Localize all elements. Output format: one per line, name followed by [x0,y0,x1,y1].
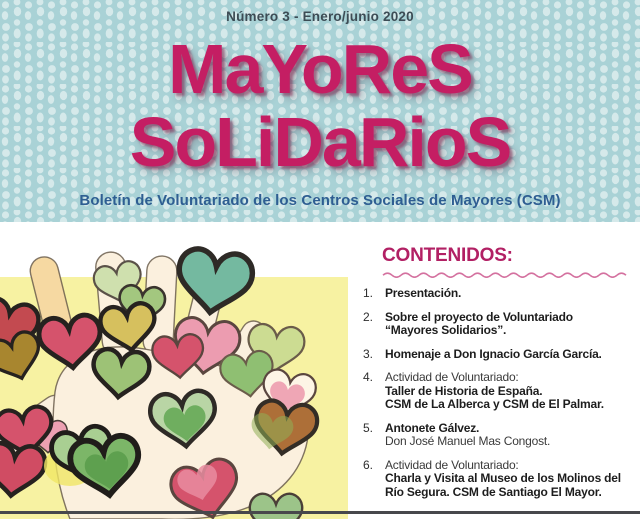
toc-item-line: Presentación. [385,286,462,300]
toc-item-number: 6. [363,457,374,472]
toc-item [363,311,635,338]
toc-item-line: Río Segura. CSM de Santiago El Mayor. [385,484,602,499]
toc-item-line: Don José Manuel Mas Congost. [385,434,551,448]
bottom-divider-line [0,511,640,514]
contents-list [363,287,635,499]
masthead-banner [0,0,640,222]
toc-item-line: CSM de La Alberca y CSM de El Palmar. [385,397,604,411]
toc-item-number: 3. [363,346,374,361]
contents-heading: CONTENIDOS: [382,245,513,266]
toc-item-line: “Mayores Solidarios”. [385,323,507,337]
table-of-contents [363,245,635,509]
toc-item-line: Actividad de Voluntariado: [385,370,519,384]
newsletter-title [0,30,640,181]
newsletter-subtitle: Boletín de Voluntariado de los Centros Sociales de Mayores (CSM) [79,192,561,209]
toc-item-number: 1. [363,286,374,300]
wavy-underline [382,270,628,280]
toc-item [363,422,635,449]
toc-item [363,348,635,362]
title-line-1: MaYoReS [168,30,472,108]
toc-item [363,459,635,500]
toc-item-line: Sobre el proyecto de Voluntariado [385,309,573,324]
toc-item-line: Taller de Historia de España. [385,383,543,398]
toc-item-number: 5. [363,420,374,435]
toc-item-line: Antonete Gálvez. [385,420,480,435]
toc-item [363,371,635,412]
toc-item-number: 4. [363,370,374,384]
hand-hearts-illustration [0,222,348,519]
issue-number-line: Número 3 - Enero/junio 2020 [226,9,414,24]
toc-item [363,287,635,301]
title-line-2: SoLiDaRioS [129,103,511,181]
toc-item-line: Charla y Visita al Museo de los Molinos del [385,471,621,485]
toc-item-number: 2. [363,309,374,324]
toc-item-line: Homenaje a Don Ignacio García García. [385,346,602,361]
toc-item-line: Actividad de Voluntariado: [385,457,519,472]
